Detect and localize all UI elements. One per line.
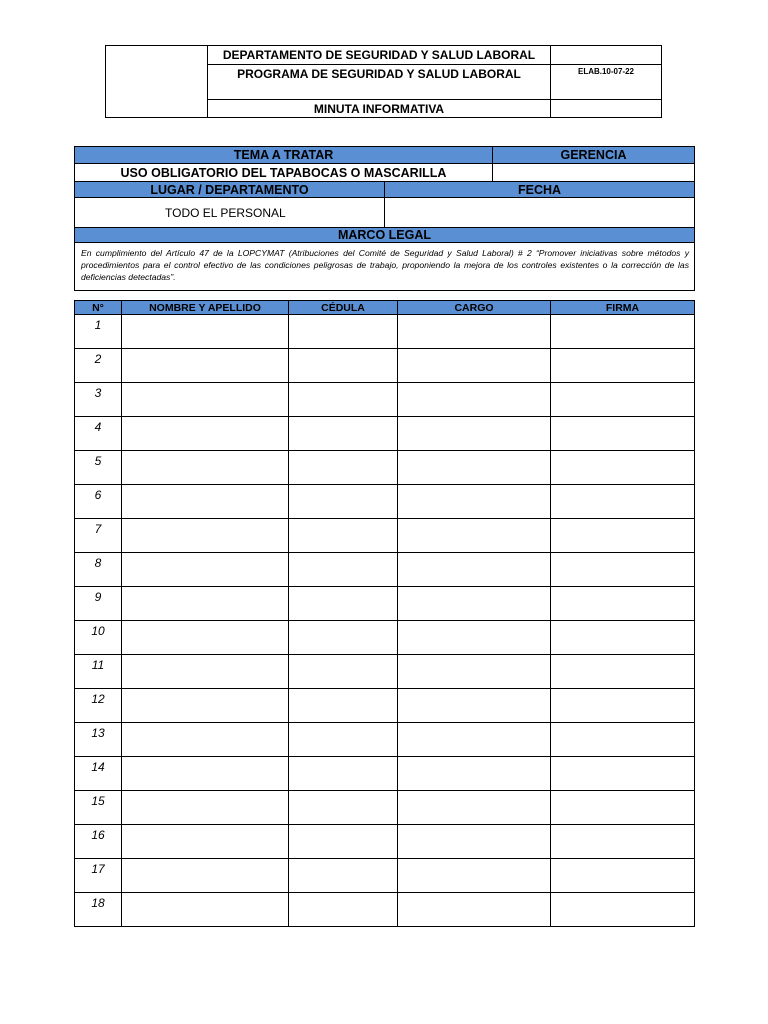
position-cell[interactable]	[398, 383, 551, 417]
position-cell[interactable]	[398, 791, 551, 825]
signature-cell[interactable]	[551, 893, 695, 927]
id-cell[interactable]	[289, 825, 398, 859]
table-row	[75, 349, 695, 383]
name-cell[interactable]	[122, 587, 289, 621]
row-number: 3	[75, 383, 122, 417]
table-row	[75, 791, 695, 825]
id-cell[interactable]	[289, 621, 398, 655]
signature-cell[interactable]	[551, 315, 695, 349]
row-number: 18	[75, 893, 122, 927]
name-cell[interactable]	[122, 417, 289, 451]
column-header-position: CARGO	[398, 301, 551, 315]
lugar-label: LUGAR / DEPARTAMENTO	[75, 182, 385, 198]
column-header-number: N°	[75, 301, 122, 315]
signature-cell[interactable]	[551, 689, 695, 723]
table-row	[75, 859, 695, 893]
table-row	[75, 689, 695, 723]
table-row	[75, 587, 695, 621]
column-header-id: CÉDULA	[289, 301, 398, 315]
id-cell[interactable]	[289, 519, 398, 553]
fecha-value[interactable]	[385, 198, 695, 228]
column-header-signature: FIRMA	[551, 301, 695, 315]
row-number: 11	[75, 655, 122, 689]
gerencia-label: GERENCIA	[493, 147, 695, 164]
row-number: 13	[75, 723, 122, 757]
signature-cell[interactable]	[551, 553, 695, 587]
attendance-table	[74, 300, 695, 927]
row-number: 10	[75, 621, 122, 655]
name-cell[interactable]	[122, 383, 289, 417]
name-cell[interactable]	[122, 859, 289, 893]
position-cell[interactable]	[398, 621, 551, 655]
signature-cell[interactable]	[551, 417, 695, 451]
position-cell[interactable]	[398, 587, 551, 621]
signature-cell[interactable]	[551, 519, 695, 553]
position-cell[interactable]	[398, 451, 551, 485]
tema-value: USO OBLIGATORIO DEL TAPABOCAS O MASCARILLA	[75, 164, 493, 182]
name-cell[interactable]	[122, 621, 289, 655]
id-cell[interactable]	[289, 587, 398, 621]
row-number: 16	[75, 825, 122, 859]
id-cell[interactable]	[289, 723, 398, 757]
position-cell[interactable]	[398, 757, 551, 791]
signature-cell[interactable]	[551, 825, 695, 859]
signature-cell[interactable]	[551, 587, 695, 621]
row-number: 4	[75, 417, 122, 451]
document-type: MINUTA INFORMATIVA	[208, 100, 551, 118]
name-cell[interactable]	[122, 519, 289, 553]
name-cell[interactable]	[122, 825, 289, 859]
signature-cell[interactable]	[551, 655, 695, 689]
position-cell[interactable]	[398, 553, 551, 587]
name-cell[interactable]	[122, 349, 289, 383]
table-row	[75, 451, 695, 485]
table-row	[75, 315, 695, 349]
logo-cell	[106, 46, 208, 118]
department-title: DEPARTAMENTO DE SEGURIDAD Y SALUD LABORAL	[208, 46, 551, 65]
position-cell[interactable]	[398, 519, 551, 553]
id-cell[interactable]	[289, 791, 398, 825]
signature-cell[interactable]	[551, 791, 695, 825]
row-number: 7	[75, 519, 122, 553]
column-header-name: NOMBRE Y APELLIDO	[122, 301, 289, 315]
id-cell[interactable]	[289, 451, 398, 485]
table-row	[75, 893, 695, 927]
position-cell[interactable]	[398, 485, 551, 519]
id-cell[interactable]	[289, 689, 398, 723]
fecha-label: FECHA	[385, 182, 695, 198]
header-empty-cell	[551, 46, 662, 65]
id-cell[interactable]	[289, 859, 398, 893]
row-number: 6	[75, 485, 122, 519]
id-cell[interactable]	[289, 383, 398, 417]
signature-cell[interactable]	[551, 723, 695, 757]
name-cell[interactable]	[122, 315, 289, 349]
id-cell[interactable]	[289, 417, 398, 451]
document-code: ELAB.10-07-22	[551, 65, 662, 100]
table-header-row	[75, 301, 695, 315]
position-cell[interactable]	[398, 723, 551, 757]
position-cell[interactable]	[398, 417, 551, 451]
id-cell[interactable]	[289, 553, 398, 587]
signature-cell[interactable]	[551, 757, 695, 791]
program-title: PROGRAMA DE SEGURIDAD Y SALUD LABORAL	[208, 65, 551, 100]
name-cell[interactable]	[122, 485, 289, 519]
position-cell[interactable]	[398, 689, 551, 723]
document-header	[105, 45, 662, 118]
id-cell[interactable]	[289, 893, 398, 927]
position-cell[interactable]	[398, 655, 551, 689]
name-cell[interactable]	[122, 689, 289, 723]
row-number: 15	[75, 791, 122, 825]
id-cell[interactable]	[289, 485, 398, 519]
id-cell[interactable]	[289, 757, 398, 791]
marco-legal-label: MARCO LEGAL	[75, 228, 695, 243]
row-number: 2	[75, 349, 122, 383]
name-cell[interactable]	[122, 757, 289, 791]
row-number: 9	[75, 587, 122, 621]
minute-info-form	[74, 146, 695, 291]
position-cell[interactable]	[398, 825, 551, 859]
row-number: 5	[75, 451, 122, 485]
position-cell[interactable]	[398, 315, 551, 349]
signature-cell[interactable]	[551, 349, 695, 383]
name-cell[interactable]	[122, 553, 289, 587]
name-cell[interactable]	[122, 451, 289, 485]
row-number: 12	[75, 689, 122, 723]
row-number: 17	[75, 859, 122, 893]
signature-cell[interactable]	[551, 485, 695, 519]
table-row	[75, 723, 695, 757]
id-cell[interactable]	[289, 349, 398, 383]
header-empty-cell	[551, 100, 662, 118]
name-cell[interactable]	[122, 791, 289, 825]
marco-legal-text: En cumplimiento del Artículo 47 de la LOPCYMAT (Atribuciones del Comité de Seguridad y Salud Laboral) # 2 “Promover iniciativas sobre métodos y procedimientos para el control efectivo de las condiciones peligrosas de trabajo, proponiendo la mejora de los controles existentes o la corrección de las deficiencias detectadas”.	[75, 243, 695, 291]
name-cell[interactable]	[122, 723, 289, 757]
position-cell[interactable]	[398, 859, 551, 893]
id-cell[interactable]	[289, 315, 398, 349]
table-row	[75, 383, 695, 417]
table-row	[75, 417, 695, 451]
gerencia-value[interactable]	[493, 164, 695, 182]
position-cell[interactable]	[398, 893, 551, 927]
position-cell[interactable]	[398, 349, 551, 383]
signature-cell[interactable]	[551, 451, 695, 485]
table-row	[75, 519, 695, 553]
table-row	[75, 621, 695, 655]
table-row	[75, 757, 695, 791]
row-number: 14	[75, 757, 122, 791]
signature-cell[interactable]	[551, 859, 695, 893]
name-cell[interactable]	[122, 655, 289, 689]
signature-cell[interactable]	[551, 383, 695, 417]
tema-label: TEMA A TRATAR	[75, 147, 493, 164]
table-row	[75, 825, 695, 859]
table-row	[75, 655, 695, 689]
signature-cell[interactable]	[551, 621, 695, 655]
lugar-value: TODO EL PERSONAL	[75, 198, 385, 228]
id-cell[interactable]	[289, 655, 398, 689]
name-cell[interactable]	[122, 893, 289, 927]
table-row	[75, 553, 695, 587]
row-number: 1	[75, 315, 122, 349]
table-row	[75, 485, 695, 519]
row-number: 8	[75, 553, 122, 587]
